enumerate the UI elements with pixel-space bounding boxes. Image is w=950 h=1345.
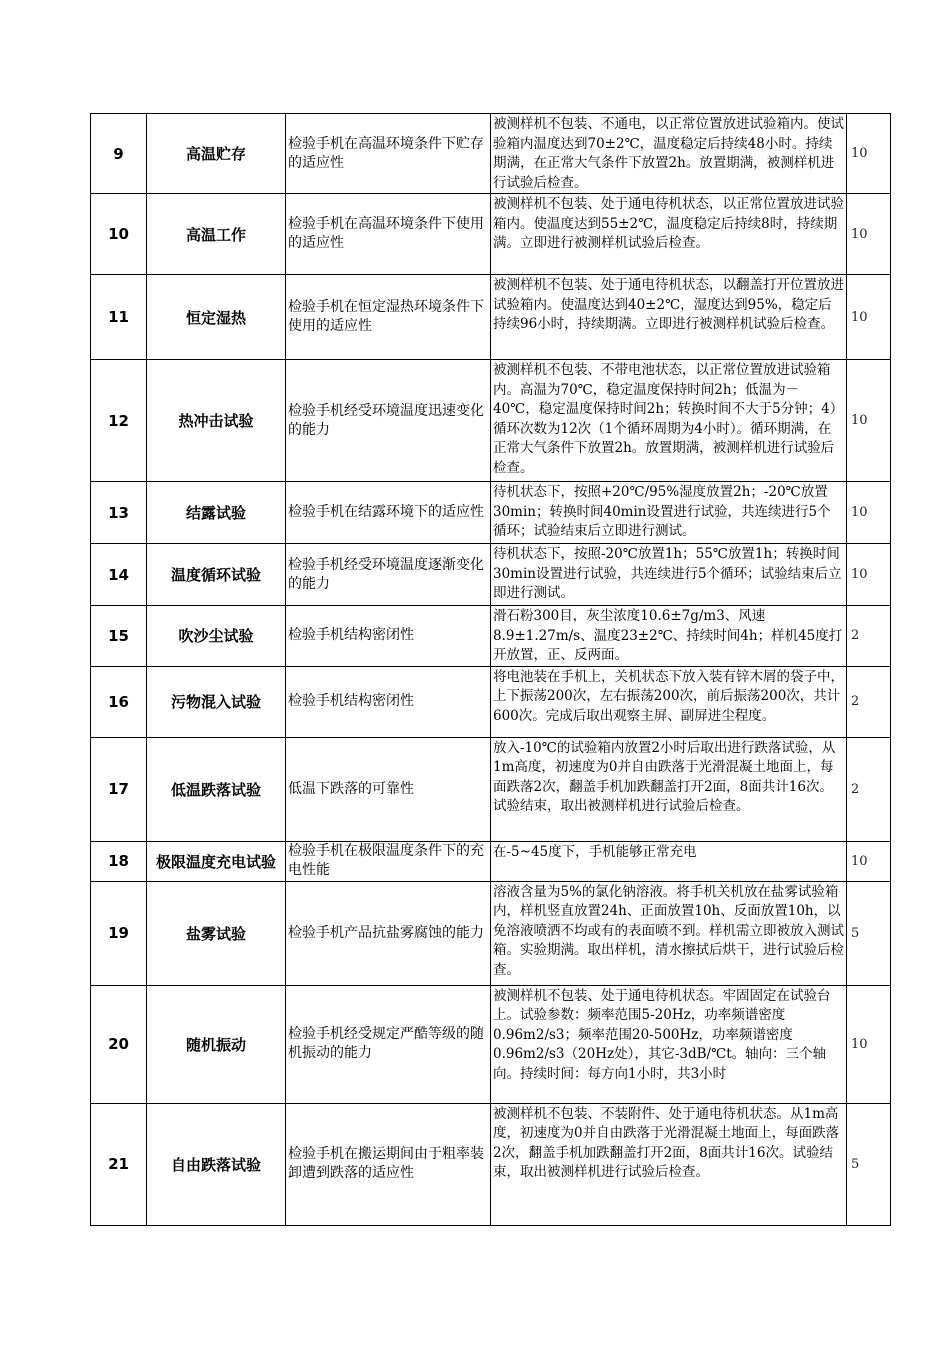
sample-quantity: 10 — [847, 544, 891, 606]
table-row — [91, 1103, 891, 1225]
table-row — [91, 544, 891, 606]
test-name: 吹沙尘试验 — [147, 606, 286, 667]
sample-quantity: 10 — [847, 360, 891, 482]
sample-quantity: 10 — [847, 985, 891, 1103]
test-method: 被测样机不包装、处于通电待机状态，以正常位置放进试验箱内。使温度达到55±2℃，温度稳定后持续8时，持续期满。立即进行被测样机试验后检查。 — [491, 194, 847, 275]
sample-quantity: 10 — [847, 275, 891, 360]
test-purpose: 检验手机结构密闭性 — [286, 606, 491, 667]
table-row — [91, 194, 891, 275]
sample-quantity: 5 — [847, 881, 891, 985]
test-method: 待机状态下，按照-20℃放置1h；55℃放置1h；转换时间30min设置进行试验，共连续进行5个循环；试验结束后立即进行测试。 — [491, 544, 847, 606]
sample-quantity: 10 — [847, 114, 891, 194]
test-method: 溶液含量为5%的氯化钠溶液。将手机关机放在盐雾试验箱内，样机竖直放置24h、正面放置10h、反面放置10h，以免溶液喷洒不均或有的表面喷不到。样机需立即被放入测试箱。实验期满。取出样机，清水擦拭后烘干，进行试验后检查。 — [491, 881, 847, 985]
test-purpose: 检验手机经受环境温度迅速变化的能力 — [286, 360, 491, 482]
test-purpose: 检验手机经受规定严酷等级的随机振动的能力 — [286, 985, 491, 1103]
row-number: 21 — [91, 1103, 147, 1225]
test-purpose: 检验手机在极限温度条件下的充电性能 — [286, 841, 491, 881]
table-row — [91, 114, 891, 194]
test-purpose: 低温下跌落的可靠性 — [286, 737, 491, 841]
reliability-test-table — [90, 113, 891, 1226]
row-number: 14 — [91, 544, 147, 606]
row-number: 10 — [91, 194, 147, 275]
test-purpose: 检验手机在搬运期间由于粗率装卸遭到跌落的适应性 — [286, 1103, 491, 1225]
table-row — [91, 881, 891, 985]
test-method: 被测样机不包装、处于通电待机状态，以翻盖打开位置放进试验箱内。使温度达到40±2℃，湿度达到95%，稳定后持续96小时，持续期满。立即进行被测样机试验后检查。 — [491, 275, 847, 360]
test-purpose: 检验手机产品抗盐雾腐蚀的能力 — [286, 881, 491, 985]
test-method: 将电池装在手机上，关机状态下放入装有锌木屑的袋子中，上下振荡200次，左右振荡200次，前后振荡200次，共计600次。完成后取出观察主屏、副屏进尘程度。 — [491, 666, 847, 737]
test-method: 滑石粉300目，灰尘浓度10.6±7g/m3、风速8.9±1.27m/s、温度23±2℃、持续时间4h；样机45度打开放置，正、反两面。 — [491, 606, 847, 667]
table-row — [91, 841, 891, 881]
table-row — [91, 666, 891, 737]
test-table-sheet — [90, 113, 868, 1214]
test-method: 被测样机不包装、处于通电待机状态。牢固固定在试验台上。试验参数：频率范围5-20Hz，功率频谱密度0.96m2/s3；频率范围20-500Hz，功率频谱密度0.96m2/s3（20Hz处），其它-3dB/℃t。轴向：三个轴向。持续时间：每方向1小时，共3小时 — [491, 985, 847, 1103]
test-purpose: 检验手机经受环境温度逐渐变化的能力 — [286, 544, 491, 606]
sample-quantity: 10 — [847, 841, 891, 881]
test-method: 待机状态下，按照+20℃/95%湿度放置2h；-20℃放置30min；转换时间40min设置进行试验，共连续进行5个循环；试验结束后立即进行测试。 — [491, 482, 847, 544]
test-name: 盐雾试验 — [147, 881, 286, 985]
table-row — [91, 606, 891, 667]
row-number: 16 — [91, 666, 147, 737]
test-name: 高温工作 — [147, 194, 286, 275]
test-name: 低温跌落试验 — [147, 737, 286, 841]
test-name: 随机振动 — [147, 985, 286, 1103]
table-row — [91, 737, 891, 841]
test-name: 恒定湿热 — [147, 275, 286, 360]
test-name: 温度循环试验 — [147, 544, 286, 606]
test-method: 被测样机不包装、不通电，以正常位置放进试验箱内。使试验箱内温度达到70±2℃，温度稳定后持续48小时。持续期满，在正常大气条件下放置2h。放置期满，被测样机进行试验后检查。 — [491, 114, 847, 194]
table-row — [91, 985, 891, 1103]
test-name: 极限温度充电试验 — [147, 841, 286, 881]
sample-quantity: 10 — [847, 482, 891, 544]
test-method: 放入-10℃的试验箱内放置2小时后取出进行跌落试验，从1m高度，初速度为0并自由跌落于光滑混凝土地面上，每面跌落2次，翻盖手机加跌翻盖打开2面，8面共计16次。试验结束，取出被测样机进行试验后检查。 — [491, 737, 847, 841]
test-name: 自由跌落试验 — [147, 1103, 286, 1225]
table-row — [91, 275, 891, 360]
row-number: 11 — [91, 275, 147, 360]
test-method: 在-5~45度下，手机能够正常充电 — [491, 841, 847, 881]
row-number: 15 — [91, 606, 147, 667]
test-purpose: 检验手机结构密闭性 — [286, 666, 491, 737]
test-name: 结露试验 — [147, 482, 286, 544]
test-purpose: 检验手机在恒定湿热环境条件下使用的适应性 — [286, 275, 491, 360]
row-number: 9 — [91, 114, 147, 194]
table-row — [91, 482, 891, 544]
row-number: 19 — [91, 881, 147, 985]
row-number: 13 — [91, 482, 147, 544]
test-purpose: 检验手机在高温环境条件下使用的适应性 — [286, 194, 491, 275]
sample-quantity: 10 — [847, 194, 891, 275]
test-purpose: 检验手机在高温环境条件下贮存的适应性 — [286, 114, 491, 194]
test-method: 被测样机不包装、不装附件、处于通电待机状态。从1m高度，初速度为0并自由跌落于光滑混凝土地面上，每面跌落2次，翻盖手机加跌翻盖打开2面，8面共计16次。试验结束，取出被测样机进行试验后检查。 — [491, 1103, 847, 1225]
row-number: 18 — [91, 841, 147, 881]
row-number: 20 — [91, 985, 147, 1103]
sample-quantity: 2 — [847, 666, 891, 737]
test-purpose: 检验手机在结露环境下的适应性 — [286, 482, 491, 544]
table-row — [91, 360, 891, 482]
test-method: 被测样机不包装、不带电池状态，以正常位置放进试验箱内。高温为70℃，稳定温度保持时间2h；低温为－40℃，稳定温度保持时间2h；转换时间不大于5分钟；4）循环次数为12次（1个循环周期为4小时）。循环期满，在正常大气条件下放置2h。放置期满，被测样机进行试验后检查。 — [491, 360, 847, 482]
test-name: 热冲击试验 — [147, 360, 286, 482]
test-name: 高温贮存 — [147, 114, 286, 194]
test-name: 污物混入试验 — [147, 666, 286, 737]
row-number: 12 — [91, 360, 147, 482]
sample-quantity: 2 — [847, 606, 891, 667]
row-number: 17 — [91, 737, 147, 841]
sample-quantity: 2 — [847, 737, 891, 841]
sample-quantity: 5 — [847, 1103, 891, 1225]
